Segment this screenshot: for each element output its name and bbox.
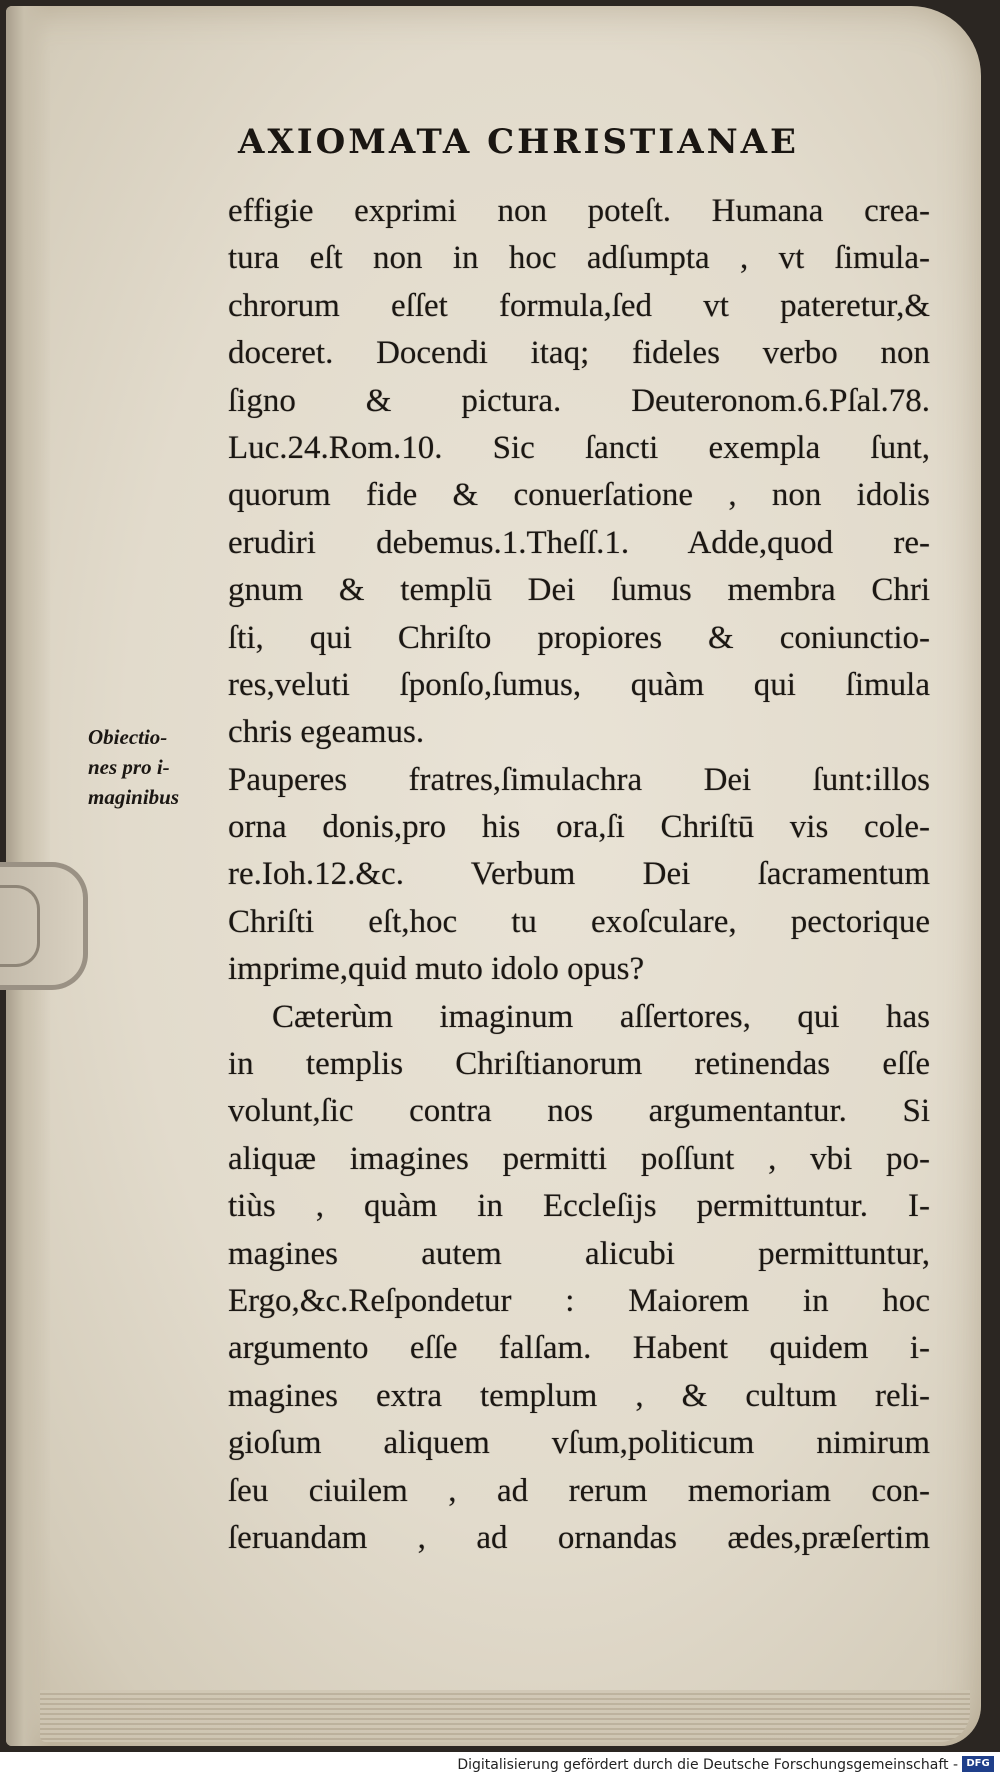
text-line: Ergo,&c.Reſpondetur : Maiorem in hoc <box>228 1282 930 1319</box>
text-line: ſeu ciuilem , ad rerum memoriam con- <box>228 1472 930 1509</box>
text-line: chrorum eſſet formula,ſed vt pateretur,& <box>228 287 930 324</box>
text-line: chris egeamus. <box>228 714 425 751</box>
text-line: erudiri debemus.1.Theſſ.1. Adde,quod re- <box>228 524 930 561</box>
book-clasp <box>0 862 88 990</box>
text-line: gnum & templū Dei ſumus membra Chri <box>228 572 930 609</box>
text-line: ſti, qui Chriſto propiores & coniunctio- <box>228 619 930 656</box>
text-line: volunt,ſic contra nos argumentantur. Si <box>228 1093 930 1130</box>
text-line: magines extra templum , & cultum reli- <box>228 1377 930 1414</box>
page-stack-edges <box>40 1690 970 1742</box>
marginal-note <box>88 722 228 812</box>
text-line: Pauperes fratres,ſimulachra Dei ſunt:illos <box>228 761 930 798</box>
text-line: magines autem alicubi permittuntur, <box>228 1235 930 1272</box>
text-line: in templis Chriſtianorum retinendas eſſe <box>228 1046 930 1083</box>
body-text <box>228 188 930 1562</box>
dfg-logo: DFG <box>962 1756 994 1772</box>
text-line: aliquæ imagines permitti poſſunt , vbi po- <box>228 1140 930 1177</box>
text-line: res,veluti ſponſo,ſumus, quàm qui ſimula <box>228 666 930 703</box>
text-line: gioſum aliquem vſum,politicum nimirum <box>228 1425 930 1462</box>
text-line: doceret. Docendi itaq; fideles verbo non <box>228 335 930 372</box>
running-head: AXIOMATA CHRISTIANAE <box>238 122 799 162</box>
book-clasp-inner <box>0 885 40 967</box>
text-line: re.Ioh.12.&c. Verbum Dei ſacramentum <box>228 856 930 893</box>
text-line: Luc.24.Rom.10. Sic ſancti exempla ſunt, <box>228 429 930 466</box>
text-line: imprime,quid muto idolo opus? <box>228 951 645 988</box>
marginal-note-line: maginibus <box>88 785 180 809</box>
text-line: tura eſt non in hoc adſumpta , vt ſimula- <box>228 240 930 277</box>
text-line: effigie exprimi non poteſt. Humana crea- <box>228 193 930 229</box>
text-line: argumento eſſe falſam. Habent quidem i- <box>228 1330 930 1367</box>
text-line: ſeruandam , ad ornandas ædes,præſertim <box>228 1519 930 1556</box>
footer-bar <box>0 1752 1000 1777</box>
text-line: orna donis,pro his ora,ſi Chriſtū vis cole- <box>228 809 930 846</box>
marginal-note-line: nes pro i- <box>88 755 170 779</box>
text-line: tiùs , quàm in Eccleſijs permittuntur. I- <box>228 1188 930 1225</box>
text-line: quorum fide & conuerſatione , non idolis <box>228 477 930 514</box>
text-line: Chriſti eſt,hoc tu exoſculare, pectorique <box>228 903 930 940</box>
footer-credit: Digitalisierung gefördert durch die Deutsche Forschungsgemeinschaft - <box>457 1757 958 1773</box>
text-line: Cæterùm imaginum aſſertores, qui has <box>272 998 930 1035</box>
text-line: ſigno & pictura. Deuteronom.6.Pſal.78. <box>228 382 930 419</box>
marginal-note-line: Obiectio- <box>88 725 168 749</box>
